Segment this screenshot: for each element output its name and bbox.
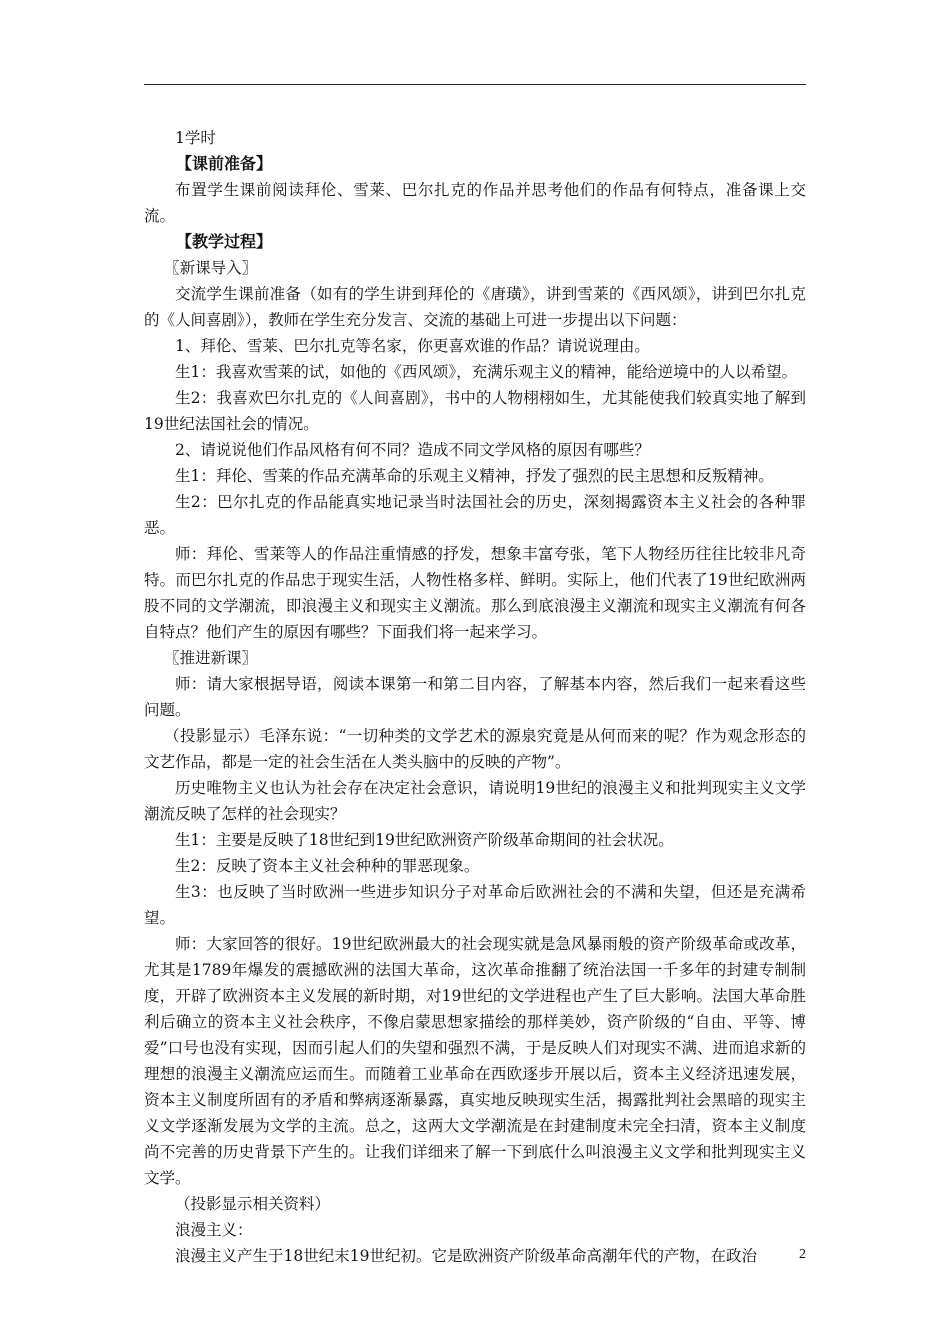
paragraph: 师：请大家根据导语，阅读本课第一和第二目内容，了解基本内容，然后我们一起来看这些问题。: [144, 675, 806, 719]
paragraph: 生2：我喜欢巴尔扎克的《人间喜剧》，书中的人物栩栩如生，尤其能使我们较真实地了解到19世纪法国社会的情况。: [144, 389, 806, 433]
class-hours: 1学时: [175, 129, 216, 147]
paragraph: 生2：反映了资本主义社会种种的罪恶现象。: [175, 857, 480, 875]
paragraph: 浪漫主义：: [175, 1221, 253, 1239]
paragraph: 生1：主要是反映了18世纪到19世纪欧洲资产阶级革命期间的社会状况。: [175, 831, 674, 849]
paragraph: 生1：我喜欢雪莱的试，如他的《西风颂》，充满乐观主义的精神，能给逆境中的人以希望。: [175, 363, 798, 381]
paragraph: 2、请说说他们作品风格有何不同？造成不同文学风格的原因有哪些？: [175, 441, 650, 459]
paragraph: 浪漫主义产生于18世纪末19世纪初。它是欧洲资产阶级革命高潮年代的产物，在政治: [175, 1247, 757, 1265]
paragraph: 生1：拜伦、雪莱的作品充满革命的乐观主义精神，抒发了强烈的民主思想和反叛精神。: [175, 467, 774, 485]
document-body: [144, 125, 806, 1269]
paragraph: 师：拜伦、雪莱等人的作品注重情感的抒发，想象丰富夸张，笔下人物经历往往比较非凡奇特。而巴尔扎克的作品忠于现实生活，人物性格多样、鲜明。实际上，他们代表了19世纪欧洲两股不同的文学潮流，即浪漫主义和现实主义潮流。那么到底浪漫主义潮流和现实主义潮流有何各自特点？他们产生的原因有哪些？下面我们将一起来学习。: [144, 545, 806, 641]
paragraph: 布置学生课前阅读拜伦、雪莱、巴尔扎克的作品并思考他们的作品有何特点，准备课上交流。: [144, 181, 806, 225]
paragraph: （投影显示）毛泽东说：“一切种类的文学艺术的源泉究竟是从何而来的呢？作为观念形态的文艺作品，都是一定的社会生活在人类头脑中的反映的产物”。: [144, 727, 806, 771]
paragraph: （投影显示相关资料）: [175, 1195, 331, 1213]
subheading-intro: 〖新课导入〗: [164, 259, 258, 277]
section-heading-process: 【教学过程】: [176, 232, 273, 251]
page-number: 2: [799, 1247, 806, 1262]
paragraph: 生2：巴尔扎克的作品能真实地记录当时法国社会的历史，深刻揭露资本主义社会的各种罪恶。: [144, 493, 806, 537]
paragraph: 师：大家回答的很好。19世纪欧洲最大的社会现实就是急风暴雨般的资产阶级革命或改革，尤其是1789年爆发的震撼欧洲的法国大革命，这次革命推翻了统治法国一千多年的封建专制制度，开辟了欧洲资本主义发展的新时期，对19世纪的文学进程也产生了巨大影响。法国大革命胜利后确立的资本主义社会秩序，不像启蒙思想家描绘的那样美妙，资产阶级的“自由、平等、博爱”口号也没有实现，因而引起人们的失望和强烈不满，于是反映人们对现实不满、进而追求新的理想的浪漫主义潮流应运而生。而随着工业革命在西欧逐步开展以后，资本主义经济迅速发展，资本主义制度所固有的矛盾和弊病逐渐暴露，真实地反映现实生活，揭露批判社会黑暗的现实主义文学逐渐发展为文学的主流。总之，这两大文学潮流是在封建制度未完全扫清，资本主义制度尚不完善的历史背景下产生的。让我们详细来了解一下到底什么叫浪漫主义文学和批判现实主义文学。: [144, 935, 806, 1187]
paragraph: 交流学生课前准备（如有的学生讲到拜伦的《唐璜》，讲到雪莱的《西风颂》，讲到巴尔扎克的《人间喜剧》），教师在学生充分发言、交流的基础上可进一步提出以下问题：: [144, 285, 806, 329]
paragraph: 生3：也反映了当时欧洲一些进步知识分子对革命后欧洲社会的不满和失望，但还是充满希望。: [144, 883, 806, 927]
paragraph: 1、拜伦、雪莱、巴尔扎克等名家，你更喜欢谁的作品？请说说理由。: [175, 337, 650, 355]
subheading-new-lesson: 〖推进新课〗: [164, 649, 258, 667]
header-rule: [144, 84, 806, 85]
section-heading-preparation: 【课前准备】: [176, 154, 273, 173]
paragraph: 历史唯物主义也认为社会存在决定社会意识，请说明19世纪的浪漫主义和批判现实主义文学潮流反映了怎样的社会现实？: [144, 779, 806, 823]
